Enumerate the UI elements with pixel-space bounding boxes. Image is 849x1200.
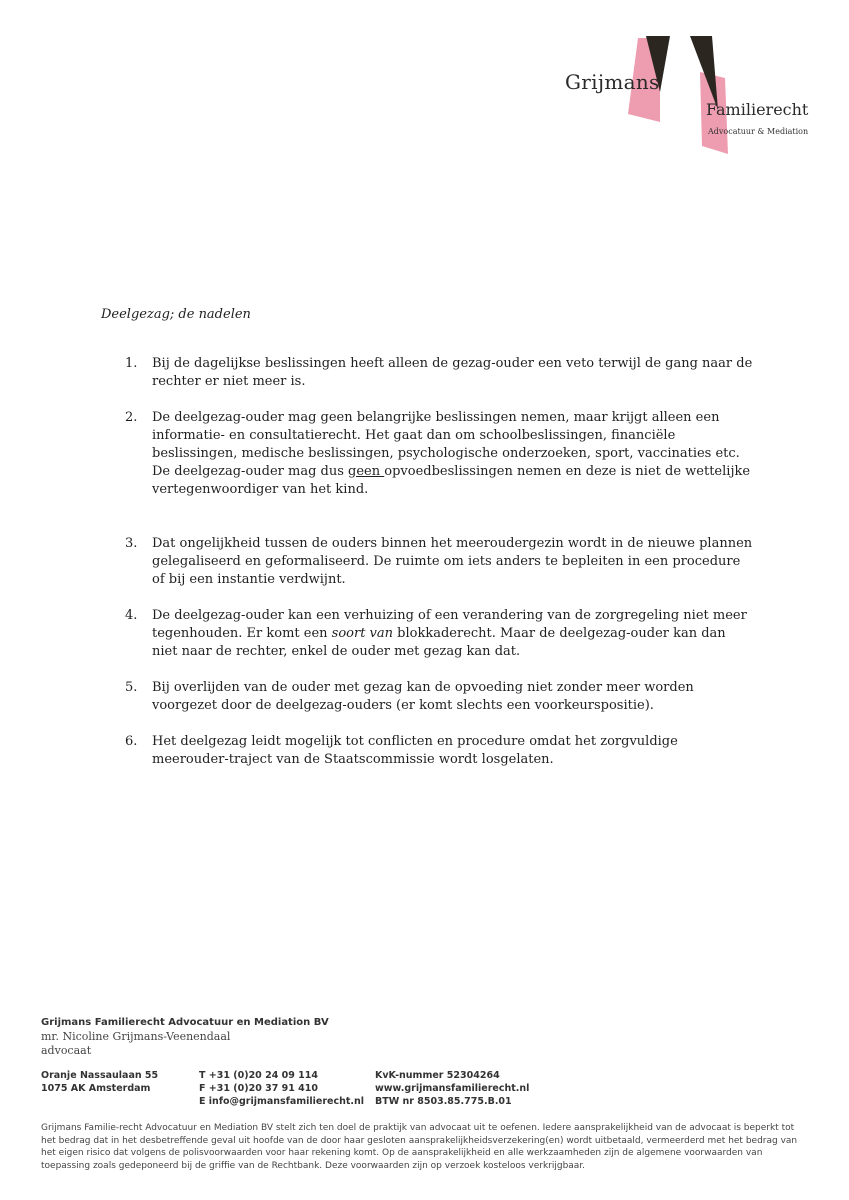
item-text: De deelgezag-ouder kan een verhuizing of een verandering van de zorgregeling niet meer tegenhouden. Er komt een: [152, 608, 747, 641]
item-number: 6.: [125, 734, 138, 749]
list-item: [100, 733, 755, 769]
footer-address-line: Oranje Nassaulaan 55: [41, 1070, 159, 1081]
footer-website[interactable]: www.grijmansfamilierecht.nl: [375, 1083, 530, 1094]
item-text: De deelgezag-ouder mag geen belangrijke beslissingen nemen, maar krijgt alleen een informatie- en consultatierecht. Het gaat dan om schoolbeslissingen, financiële beslissingen, medische beslissingen, psychologische onderzoeken, sport, vaccinaties etc. De deelgezag-ouder mag dus: [152, 410, 740, 479]
numbered-list: [100, 355, 755, 769]
footer-contact-columns: [41, 1069, 811, 1115]
item-text: Dat ongelijkheid tussen de ouders binnen het meeroudergezin wordt in de nieuwe plannen gelegaliseerd en geformaliseerd. De ruimte om iets anders te bepleiten in een procedure of bij een instantie verdwijnt.: [152, 536, 753, 587]
item-text: blokkaderecht. Maar de deelgezag-ouder kan dan niet naar de rechter, enkel de ouder met gezag kan dat.: [152, 626, 726, 659]
list-item: [100, 409, 755, 499]
list-item: [100, 355, 755, 391]
item-text: opvoedbeslissingen nemen en deze is niet de wettelijke vertegenwoordiger van het kind.: [152, 464, 751, 497]
underlined-word: geen: [348, 464, 385, 479]
logo-graphic: [560, 32, 810, 157]
footer-company-name: Grijmans Familierecht Advocatuur en Mediation BV: [41, 1017, 329, 1028]
footer-role: advocaat: [41, 1044, 92, 1057]
list-item: [100, 679, 755, 715]
footer-address-line: 1075 AK Amsterdam: [41, 1083, 151, 1094]
footer-address: [41, 1069, 158, 1095]
footer-contact: [199, 1069, 364, 1108]
company-logo: [560, 32, 810, 157]
letterhead-footer: [41, 1016, 811, 1171]
item-text: Het deelgezag leidt mogelijk tot conflicten en procedure omdat het zorgvuldige meerouder-traject van de Staatscommissie wordt losgelaten.: [152, 734, 678, 767]
item-number: 3.: [125, 536, 138, 551]
item-number: 1.: [125, 356, 138, 371]
logo-subtitle: Advocatuur & Mediation: [708, 127, 809, 136]
footer-person-name: mr. Nicoline Grijmans-Veenendaal: [41, 1030, 231, 1043]
item-text: Bij overlijden van de ouder met gezag kan de opvoeding niet zonder meer worden voorgezet door de deelgezag-ouders (er komt slechts een voorkeurspositie).: [152, 680, 694, 713]
footer-fax: F +31 (0)20 37 91 410: [199, 1083, 318, 1094]
item-text: Bij de dagelijkse beslissingen heeft alleen de gezag-ouder een veto terwijl de gang naar de rechter er niet meer is.: [152, 356, 753, 389]
list-item: [100, 607, 755, 661]
document-title: Deelgezag; de nadelen: [101, 307, 251, 322]
footer-kvk: KvK-nummer 52304264: [375, 1070, 500, 1081]
item-number: 5.: [125, 680, 138, 695]
list-item: [100, 535, 755, 589]
footer-registration: [375, 1069, 529, 1108]
footer-btw: BTW nr 8503.85.775.B.01: [375, 1096, 512, 1107]
item-number: 2.: [125, 410, 138, 425]
footer-email[interactable]: E info@grijmansfamilierecht.nl: [199, 1096, 365, 1107]
footer-phone: T +31 (0)20 24 09 114: [199, 1070, 318, 1081]
logo-name-familierecht: Familierecht: [706, 100, 809, 119]
logo-name-grijmans: Grijmans: [565, 70, 660, 94]
italic-phrase: soort van: [331, 626, 394, 641]
footer-disclaimer: Grijmans Familie-recht Advocatuur en Mediation BV stelt zich ten doel de praktijk van advocaat uit te oefenen. Iedere aansprakelijkheid van de advocaat is beperkt tot het bedrag dat in het desbetreffende geval uit hoofde van de door haar gesloten aansprakelijkheidsverzekering(en) wordt uitbetaald, vermeerderd met het bedrag van het eigen risico dat volgens de polisvoorwaarden voor haar rekening komt. Op de aansprakelijkheid en alle werkzaamheden zijn de algemene voorwaarden van toepassing zoals gedeponeerd bij de griffie van de Rechtbank. Deze voorwaarden zijn op verzoek kosteloos verkrijgbaar.: [41, 1123, 798, 1171]
item-number: 4.: [125, 608, 138, 623]
